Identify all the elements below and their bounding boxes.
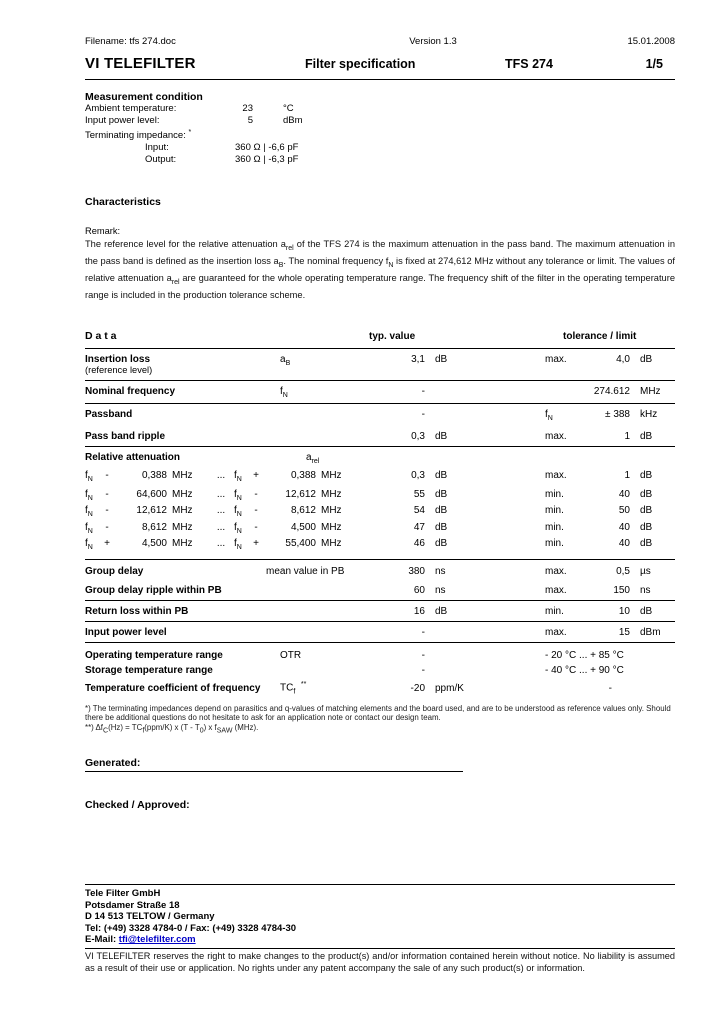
insertion-loss-label: Insertion loss (reference level) <box>85 353 153 375</box>
doc-version: Version 1.3 <box>409 36 457 47</box>
rel-attenuation-typ: 47 <box>413 521 425 533</box>
passband-ripple-typ: 0,3 <box>411 430 425 442</box>
group-delay-ripple-label: Group delay ripple within PB <box>85 585 222 597</box>
temp-coefficient-row <box>85 678 675 699</box>
passband-ripple-tolerance: 1 <box>624 430 630 442</box>
frequency-range: $f_N$ - 64,600 MHz ... $f_N$ - 12,612 MHz <box>85 488 342 502</box>
return-loss-qualifier: min. <box>545 606 564 618</box>
return-loss-label: Return loss within PB <box>85 606 189 618</box>
nominal-frequency-value: 274.612 <box>593 385 630 397</box>
frequency-range: $f_N$ - 12,612 MHz ... $f_N$ - 8,612 MHz <box>85 505 342 519</box>
relative-attenuation-symbol: $a_{rel}$ <box>306 451 320 465</box>
footnote-2: **) $\Delta f_C(Hz) = TC_f(ppm/K)$ x $(T - T_0)$ x $f_{SAW}$ (MHz). <box>85 723 259 735</box>
doc-title-row <box>85 55 675 72</box>
rel-attenuation-typ-unit: dB <box>435 505 448 517</box>
input-power-unit: dBm <box>283 115 303 126</box>
footnote-star-mark: * <box>188 129 192 136</box>
rel-attenuation-typ: 0,3 <box>411 469 425 481</box>
group-delay-qualifier: max. <box>545 566 567 578</box>
group-delay-desc: mean value in PB <box>266 566 345 578</box>
rel-attenuation-tolerance: 50 <box>618 505 630 517</box>
insertion-loss-tol-unit: dB <box>640 353 653 365</box>
group-delay-ripple-row <box>85 580 675 600</box>
group-delay-row <box>85 560 675 580</box>
rel-attenuation-tolerance: 40 <box>618 537 630 549</box>
frequency-range: $f_N$ - 0,388 MHz ... $f_N$ + 0,388 MHz <box>85 469 342 483</box>
company-logo-text: VI TELEFILTER <box>85 55 196 72</box>
passband-ripple-label: Pass band ripple <box>85 430 166 442</box>
return-loss-row <box>85 601 675 621</box>
insertion-loss-symbol: $a_B$ <box>280 353 291 367</box>
group-delay-tolerance: 0,5 <box>616 566 630 578</box>
subscript-b: B <box>278 261 284 269</box>
terminating-impedance-label: Terminating impedance: * <box>85 129 192 142</box>
rel-attenuation-typ-unit: dB <box>435 469 448 481</box>
doc-meta-row <box>85 36 675 48</box>
rel-attenuation-tolerance: 40 <box>618 488 630 500</box>
return-loss-typ-unit: dB <box>435 606 448 618</box>
table-header-tolerance: tolerance / limit <box>563 330 637 342</box>
impedance-input-label: Input: <box>145 142 169 154</box>
temp-coefficient-label: Temperature coefficient of frequency <box>85 682 261 694</box>
terminating-impedance-row <box>85 127 675 142</box>
rel-attenuation-tolerance: 1 <box>624 469 630 481</box>
relative-attenuation-header-row <box>85 447 675 466</box>
input-power-level-label: Input power level <box>85 627 167 639</box>
input-power-row <box>85 115 675 127</box>
group-delay-tol-unit: µs <box>640 566 651 578</box>
passband-tol-unit: kHz <box>640 408 658 420</box>
ambient-temperature-label: Ambient temperature: <box>85 103 177 114</box>
checked-approved-label: Checked / Approved: <box>85 799 190 812</box>
input-power-level-row <box>85 622 675 642</box>
impedance-output-label: Output: <box>145 154 177 166</box>
rel-attenuation-qualifier: min. <box>545 505 564 517</box>
page-number: 1/5 <box>645 57 663 71</box>
page-footer <box>85 884 675 974</box>
temp-coefficient-symbol: $TC_f$ ** <box>280 681 307 696</box>
group-delay-ripple-tol-unit: ns <box>640 585 651 597</box>
rel-attenuation-tol-unit: dB <box>640 469 653 481</box>
impedance-input-row <box>85 142 675 154</box>
storage-temperature-range: - 40 °C ... + 90 °C <box>545 665 624 677</box>
ambient-temperature-row <box>85 103 675 115</box>
passband-ripple-tol-unit: dB <box>640 430 653 442</box>
table-header-typ-value: typ. value <box>369 330 416 342</box>
nominal-frequency-typ: - <box>421 385 425 397</box>
subscript-n: N <box>388 261 394 269</box>
rel-attenuation-qualifier: min. <box>545 521 564 533</box>
rel-attenuation-typ: 46 <box>413 537 425 549</box>
passband-ripple-qualifier: max. <box>545 430 567 442</box>
rel-attenuation-typ-unit: dB <box>435 488 448 500</box>
nominal-frequency-label: Nominal frequency <box>85 385 176 397</box>
table-header-data: D a t a <box>85 329 117 342</box>
storage-temperature-label: Storage temperature range <box>85 665 213 677</box>
rel-attenuation-typ-unit: dB <box>435 521 448 533</box>
insertion-loss-tolerance: 4,0 <box>616 353 630 365</box>
input-power-value: 5 <box>247 115 253 126</box>
operating-temperature-symbol: OTR <box>280 650 302 662</box>
input-power-level-tolerance: 15 <box>618 627 630 639</box>
storage-temperature-typ: - <box>421 665 425 677</box>
operating-temperature-typ: - <box>421 650 425 662</box>
return-loss-tol-unit: dB <box>640 606 653 618</box>
rel-attenuation-typ: 54 <box>413 505 425 517</box>
passband-label: Passband <box>85 408 133 420</box>
footer-disclaimer: VI TELEFILTER reserves the right to make changes to the product(s) and/or information contained herein without notice. No liability is assumed as a result of their use or application. No rights under any patent accompany the sale of any such product(s) or information. <box>85 950 675 973</box>
footer-company: Tele Filter GmbH <box>85 888 161 899</box>
rel-attenuation-stopband-rows <box>85 489 675 560</box>
rel-attenuation-tol-unit: dB <box>640 505 653 517</box>
group-delay-ripple-typ: 60 <box>413 585 425 597</box>
input-power-label: Input power level: <box>85 115 160 126</box>
footnotes <box>85 704 675 737</box>
group-delay-typ-unit: ns <box>435 566 446 578</box>
footer-street: Potsdamer Straße 18 <box>85 899 180 911</box>
passband-ripple-row <box>85 426 675 446</box>
insertion-loss-typ: 3,1 <box>411 353 425 365</box>
insertion-loss-qualifier: max. <box>545 353 567 365</box>
group-delay-label: Group delay <box>85 566 144 578</box>
rel-attenuation-row <box>85 522 675 538</box>
ambient-temperature-value: 23 <box>242 103 253 114</box>
rel-attenuation-tol-unit: dB <box>640 521 653 533</box>
passband-row <box>85 404 675 426</box>
impedance-input-value: 360 Ω | -6,6 pF <box>235 142 299 154</box>
rel-attenuation-typ: 55 <box>413 488 425 500</box>
frequency-range: $f_N$ + 4,500 MHz ... $f_N$ + 55,400 MHz <box>85 537 342 551</box>
footnote-1: *) The terminating impedances depend on parasitics and q-values of matching elements and the board used, and are to be understood as reference values only. Should there be additional questions do not hesitate to ask for an application note or contact our design team. <box>85 703 671 723</box>
return-loss-typ: 16 <box>413 606 425 618</box>
footer-phone: Tel: (+49) 3328 4784-0 / Fax: (+49) 3328 4784-30 <box>85 922 297 934</box>
operating-temperature-row <box>85 643 675 663</box>
rel-attenuation-row <box>85 489 675 505</box>
rel-attenuation-tol-unit: dB <box>640 488 653 500</box>
group-delay-typ: 380 <box>408 566 425 578</box>
input-power-level-tol-unit: dBm <box>640 627 661 639</box>
group-delay-ripple-typ-unit: ns <box>435 585 446 597</box>
footer-city: D 14 513 TELTOW / Germany <box>85 911 215 923</box>
subscript-rel: rel <box>285 244 294 252</box>
passband-qualifier: $f_N$ <box>545 408 553 422</box>
remark-label: Remark: <box>85 226 121 237</box>
nominal-frequency-unit: MHz <box>640 385 661 397</box>
characteristics-heading: Characteristics <box>85 196 161 209</box>
ambient-temperature-unit: °C <box>283 103 294 114</box>
remark-paragraph: The reference level for the relative attenuation $a_{rel}$ of the TFS 274 is the maximum attenuation in the pass band. The maximum attenuation in the pass band is defined as the insertion loss $a_B$. The nominal frequency $f_N$ is fixed at 274,612 MHz without any tolerance or limit. The values of relative attenuation $a_{rel}$ are guaranteed for the whole operating temperature range. The frequency shift of the filter in the operating temperature range is included in the production tolerance scheme. <box>85 238 675 301</box>
rel-attenuation-row <box>85 538 675 559</box>
doc-filename: Filename: tfs 274.doc <box>85 36 176 47</box>
measurement-condition-block <box>85 103 675 166</box>
subscript-rel: rel <box>171 278 180 286</box>
passband-typ: - <box>421 408 425 420</box>
temp-coefficient-typ: -20 <box>410 682 425 694</box>
rel-attenuation-qualifier: max. <box>545 469 567 481</box>
footer-email-row <box>85 934 675 949</box>
frequency-range: $f_N$ - 8,612 MHz ... $f_N$ - 4,500 MHz <box>85 521 342 535</box>
doc-date: 15.01.2008 <box>627 36 675 47</box>
measurement-condition-heading: Measurement condition <box>85 91 203 103</box>
rel-attenuation-qualifier: min. <box>545 488 564 500</box>
generated-signature-line: Generated: <box>85 757 463 772</box>
temp-coefficient-typ-unit: ppm/K <box>435 682 464 694</box>
rel-attenuation-row <box>85 505 675 521</box>
group-delay-ripple-tolerance: 150 <box>613 585 630 597</box>
passband-tolerance: ± 388 <box>605 408 630 420</box>
storage-temperature-row <box>85 663 675 678</box>
rel-attenuation-typ-unit: dB <box>435 537 448 549</box>
rel-attenuation-qualifier: min. <box>545 537 564 549</box>
impedance-output-value: 360 Ω | -6,3 pF <box>235 154 299 166</box>
doc-title: Filter specification <box>305 57 416 71</box>
table-header-row <box>85 327 675 348</box>
insertion-loss-row <box>85 349 675 380</box>
relative-attenuation-label: Relative attenuation <box>85 451 181 463</box>
return-loss-tolerance: 10 <box>618 606 630 618</box>
operating-temperature-range: - 20 °C ... + 85 °C <box>545 650 624 662</box>
rel-attenuation-tolerance: 40 <box>618 521 630 533</box>
operating-temperature-label: Operating temperature range <box>85 650 223 662</box>
part-number: TFS 274 <box>505 57 553 71</box>
header-rule <box>85 79 675 80</box>
email-label: E-Mail: <box>85 934 119 946</box>
group-delay-ripple-qualifier: max. <box>545 585 567 597</box>
temp-coefficient-tolerance: - <box>608 682 612 694</box>
rel-attenuation-passband-row <box>85 466 675 489</box>
insertion-loss-typ-unit: dB <box>435 353 448 365</box>
nominal-frequency-row <box>85 381 675 403</box>
rel-attenuation-tol-unit: dB <box>640 537 653 549</box>
nominal-frequency-symbol: $f_N$ <box>280 385 288 399</box>
email-link[interactable]: tfi@telefilter.com <box>118 934 196 946</box>
passband-ripple-typ-unit: dB <box>435 430 448 442</box>
input-power-level-typ: - <box>421 627 425 639</box>
input-power-level-qualifier: max. <box>545 627 567 639</box>
impedance-output-row <box>85 154 675 166</box>
